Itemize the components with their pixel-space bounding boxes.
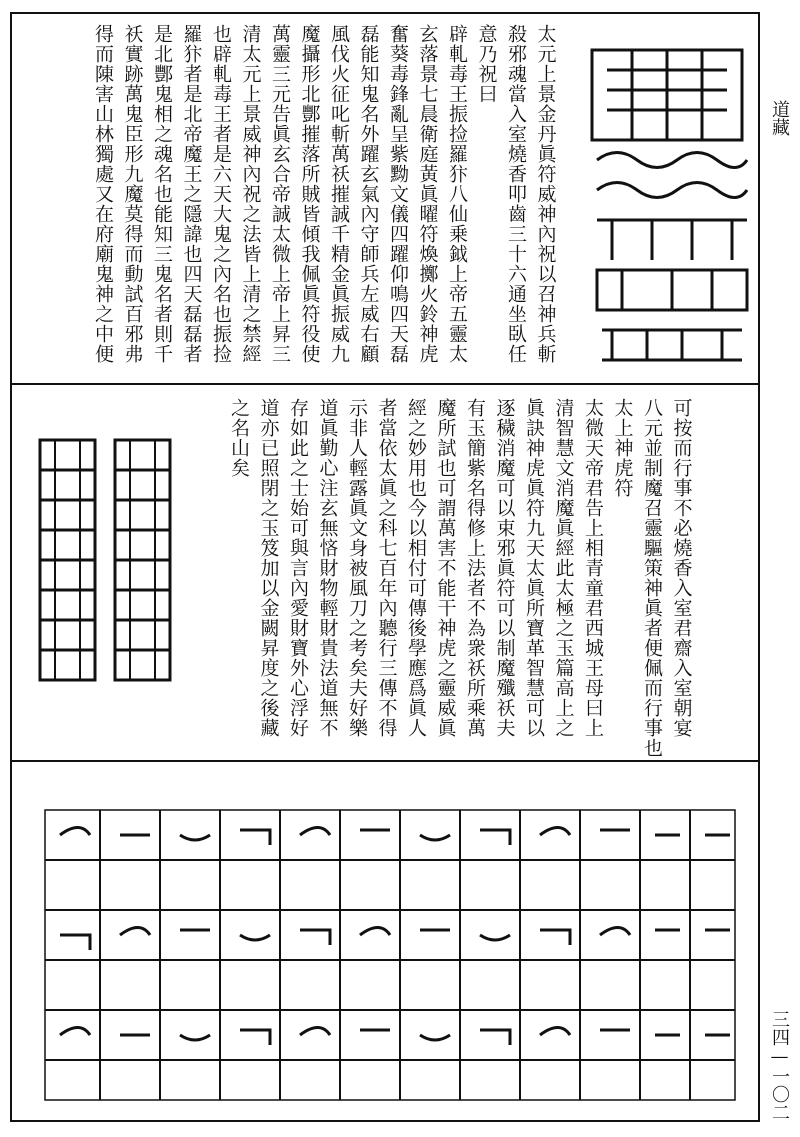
page-number: 三四—一〇二: [769, 1010, 790, 1121]
text-column: 之名山矣: [228, 398, 250, 478]
text-column: 辟軋毒王振捡羅犿八仙乗鉞上帝五靈太: [446, 24, 468, 364]
text-column: 得而陳害山林獨處又在府廟鬼神之中便: [92, 24, 114, 364]
text-column: 玄落景七晨衛庭黃眞曜符煥擲火鈴神虎: [416, 24, 439, 364]
text-column: 存如此之士始可與言內愛財寶外心浮好: [287, 398, 309, 738]
collection-title: 道藏: [769, 100, 790, 136]
text-column: 太微天帝君告上相青童君西城王母曰上: [582, 398, 604, 738]
text-column: 示非人輕露眞文身被風刀之考矣夫好樂: [346, 398, 368, 738]
text-column: 意乃祝曰: [475, 24, 498, 104]
talisman-seal-upper: [572, 30, 757, 370]
text-column: 道眞勤心注玄無悋財物輕財貴法道無不: [316, 398, 339, 738]
text-column: 道亦已照閉之玉笈加以金闕昇度之後藏: [257, 398, 280, 738]
text-column: 羅犿者是北帝魔王之隱諱也四天磊磊者: [180, 24, 203, 364]
text-column: 磊能知鬼名外躍玄氣內守師兵左威右顧: [357, 24, 380, 364]
text-column: 魔所試也可謂萬害不能干神虎之靈威眞: [434, 398, 457, 738]
text-column: 經之妙用也今以相付可傳後學應爲眞人: [405, 398, 427, 738]
text-column: 八元並制魔召靈驅策神眞者便佩而行事也: [641, 398, 663, 758]
talisman-seal-middle: [30, 430, 180, 690]
text-column: 眞訣神虎眞符九天太眞所寶革智慧可以: [523, 398, 545, 738]
text-column: 清智慧文消魔眞經此太極之玉篇高上之: [552, 398, 575, 738]
text-column: 逐穢消魔可以束邪眞符可以制魔殲祅夫: [493, 398, 516, 738]
text-column: 清太元上景威神內祝之法皆上清之禁經: [239, 24, 262, 364]
text-column: 太上神虎符: [611, 398, 634, 498]
text-column: 也辟軋毒王者是六天大鬼之內名也振捡: [210, 24, 232, 364]
text-column: 可按而行事不必燒香入室君齋入室朝宴: [670, 398, 693, 738]
text-column: 太元上景金丹眞符威神內祝以召神兵斬: [534, 24, 557, 364]
text-column: 萬靈三元告眞玄合帝誠太微上帝上昇三: [269, 24, 291, 364]
text-column: 魔攝形北酆摧落所賊皆傾我佩眞符役使: [298, 24, 321, 364]
text-column: 者當依太眞之科七百年內聽行三傳不得: [375, 398, 398, 738]
text-column: 殺邪魂當入室燒香叩齒三十六通坐臥任: [505, 24, 527, 364]
text-column: 祅實跡萬鬼臣形九魔莫得而動試百邪弗: [121, 24, 144, 364]
text-column: 風伐火征叱斬萬祅摧誠千精金眞振威九: [328, 24, 350, 364]
section-divider-top: [10, 383, 760, 385]
text-column: 奮葵毒鋒亂呈紫黝文儀四躍仰鳴四天磊: [387, 24, 409, 364]
section-divider-bottom: [10, 760, 760, 762]
talisman-seal-lower: [40, 800, 740, 1110]
text-column: 有玉簡紫名得修上法者不為衆祅所乘萬: [464, 398, 486, 738]
text-column: 是北酆鬼相之魂名也能知三鬼名者則千: [151, 24, 173, 364]
